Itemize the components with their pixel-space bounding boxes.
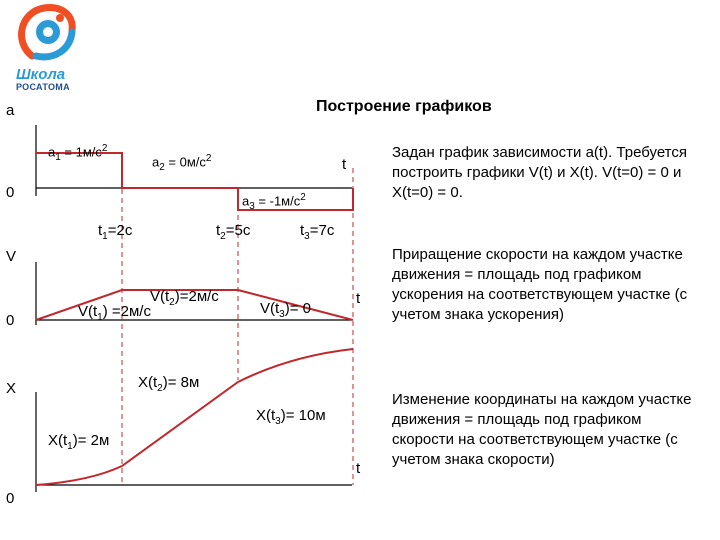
velocity-t-label: t xyxy=(356,290,361,307)
accel-t-label: t xyxy=(342,156,347,173)
label-x-t1: $X(t_1)= 2м$ xyxy=(48,432,110,452)
accel-zero-label: 0 xyxy=(6,184,15,201)
velocity-axis-label: V xyxy=(6,248,17,265)
position-zero-label: 0 xyxy=(6,490,15,507)
label-a3: $a_3 = -1м/с^2$ xyxy=(242,192,306,212)
label-x-t3: $X(t_3)= 10м$ xyxy=(256,407,326,427)
logo-text-school: Школа xyxy=(16,66,66,83)
label-v-t1: $V(t_1) =2м/с$ xyxy=(78,303,151,323)
position-t-label: t xyxy=(356,460,361,477)
label-t3: $t_3=7с$ xyxy=(300,222,335,242)
label-x-t2: $X(t_2)= 8м$ xyxy=(138,374,200,394)
label-v-t3: $V(t_3)= 0$ xyxy=(260,300,311,320)
position-rule: Изменение координаты на каждом участке движения = площадь под графиком скорости на соответствующем участке (с учетом знака скорости) xyxy=(392,391,692,468)
task-description: Задан график зависимости a(t). Требуется построить графики V(t) и X(t). V(t=0) = 0 и X(t=0) = 0. xyxy=(392,144,688,201)
accel-axis-label: a xyxy=(6,102,15,119)
velocity-zero-label: 0 xyxy=(6,312,15,329)
label-t2: $t_2=5с$ xyxy=(216,222,251,242)
velocity-rule: Приращение скорости на каждом участке движения = площадь под графиком ускорения на соответствующем участке (с учетом знака ускорения) xyxy=(392,246,688,323)
position-axis-label: X xyxy=(6,380,17,397)
label-a2: $a_2 = 0м/с^2$ xyxy=(152,153,212,173)
label-a1: $a_1 = 1м/с^2$ xyxy=(48,143,108,163)
page-title: Построение графиков xyxy=(316,98,492,115)
label-t1: $t_1=2с$ xyxy=(98,222,133,242)
label-v-t2: $V(t_2)=2м/с$ xyxy=(150,288,219,308)
logo-text-rosatom: РОСАТОМА xyxy=(16,82,70,92)
